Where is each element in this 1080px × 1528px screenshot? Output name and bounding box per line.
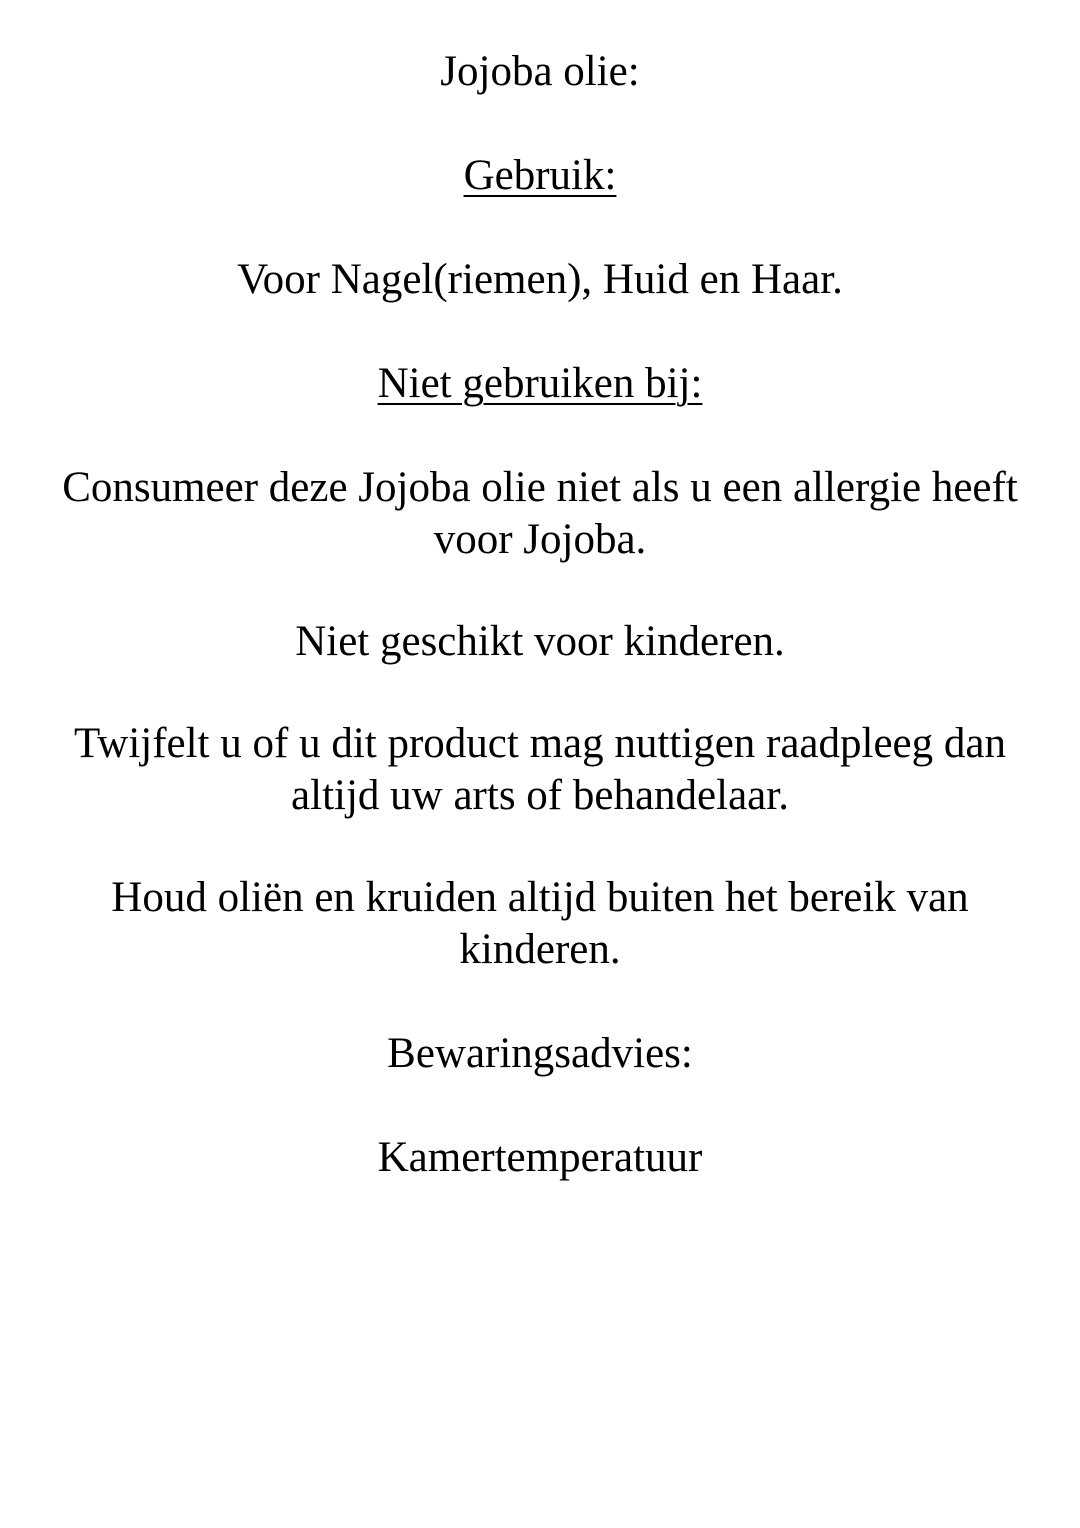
usage-heading bbox=[0, 150, 1080, 202]
document-title: Jojoba olie: bbox=[440, 48, 640, 95]
usage-text: Voor Nagel(riemen), Huid en Haar. bbox=[237, 256, 843, 303]
warning-text-line-1: Consumeer deze Jojoba olie niet als u een allergie heeft bbox=[62, 464, 1018, 511]
children-notice: Niet geschikt voor kinderen. bbox=[295, 618, 785, 665]
doubt-text-line-1: Twijfelt u of u dit product mag nuttigen raadpleeg dan bbox=[74, 720, 1006, 767]
warning-heading-text: Niet gebruiken bij: bbox=[377, 360, 703, 407]
keep-away-line-1: Houd oliën en kruiden altijd buiten het bereik van bbox=[111, 874, 969, 921]
warning-text-line-2: voor Jojoba. bbox=[433, 516, 647, 563]
usage-heading-text: Gebruik: bbox=[463, 152, 617, 199]
keep-away-line-2: kinderen. bbox=[459, 926, 621, 973]
storage-text: Kamertemperatuur bbox=[377, 1134, 703, 1181]
storage-heading: Bewaringsadvies: bbox=[387, 1030, 693, 1077]
doubt-text-line-2: altijd uw arts of behandelaar. bbox=[291, 772, 789, 819]
warning-heading bbox=[0, 358, 1080, 410]
